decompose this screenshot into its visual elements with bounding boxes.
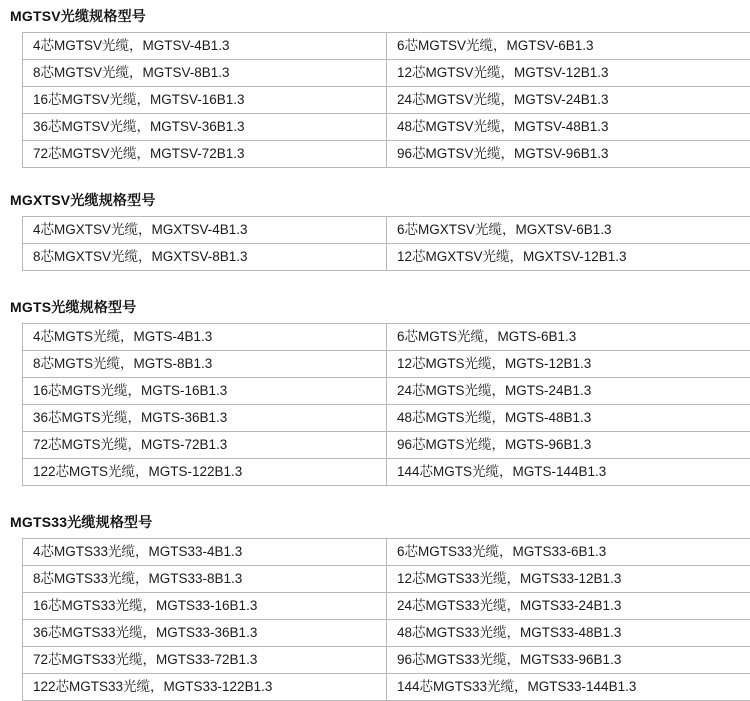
section-title-mgts: MGTS光缆规格型号 [0,297,750,317]
table-cell: 16芯MGTSV光缆，MGTSV-16B1.3 [23,87,387,114]
spec-table-mgtsv [22,32,750,168]
table-row [23,324,750,351]
table-cell: 4芯MGTS光缆，MGTS-4B1.3 [23,324,387,351]
table-cell: 36芯MGTS33光缆，MGTS33-36B1.3 [23,620,387,647]
table-cell: 122芯MGTS光缆，MGTS-122B1.3 [23,459,387,486]
table-cell: 12芯MGTSV光缆，MGTSV-12B1.3 [387,60,750,87]
table-row [23,141,750,168]
section-mgxtsv [0,190,750,271]
spec-table-mgts33 [22,538,750,701]
table-cell: 96芯MGTSV光缆，MGTSV-96B1.3 [387,141,750,168]
table-cell: 48芯MGTSV光缆，MGTSV-48B1.3 [387,114,750,141]
table-row [23,674,750,701]
table-cell: 4芯MGXTSV光缆，MGXTSV-4B1.3 [23,217,387,244]
table-cell: 4芯MGTSV光缆，MGTSV-4B1.3 [23,33,387,60]
section-gap [0,271,750,297]
table-cell: 4芯MGTS33光缆，MGTS33-4B1.3 [23,539,387,566]
table-cell: 16芯MGTS光缆，MGTS-16B1.3 [23,378,387,405]
table-cell: 8芯MGXTSV光缆，MGXTSV-8B1.3 [23,244,387,271]
table-cell: 24芯MGTS光缆，MGTS-24B1.3 [387,378,750,405]
table-cell: 12芯MGTS光缆，MGTS-12B1.3 [387,351,750,378]
table-cell: 8芯MGTSV光缆，MGTSV-8B1.3 [23,60,387,87]
table-cell: 6芯MGTSV光缆，MGTSV-6B1.3 [387,33,750,60]
table-cell: 144芯MGTS33光缆，MGTS33-144B1.3 [387,674,750,701]
table-cell: 12芯MGXTSV光缆，MGXTSV-12B1.3 [387,244,750,271]
table-cell: 72芯MGTS光缆，MGTS-72B1.3 [23,432,387,459]
table-row [23,566,750,593]
table-row [23,378,750,405]
section-gap [0,486,750,512]
table-cell: 96芯MGTS光缆，MGTS-96B1.3 [387,432,750,459]
table-row [23,33,750,60]
section-mgtsv [0,6,750,168]
table-row [23,244,750,271]
table-cell: 24芯MGTSV光缆，MGTSV-24B1.3 [387,87,750,114]
table-cell: 36芯MGTS光缆，MGTS-36B1.3 [23,405,387,432]
section-title-mgxtsv: MGXTSV光缆规格型号 [0,190,750,210]
table-row [23,539,750,566]
section-mgts [0,297,750,486]
table-cell: 6芯MGXTSV光缆，MGXTSV-6B1.3 [387,217,750,244]
table-row [23,405,750,432]
table-row [23,432,750,459]
table-row [23,351,750,378]
table-cell: 8芯MGTS33光缆，MGTS33-8B1.3 [23,566,387,593]
table-row [23,647,750,674]
table-cell: 122芯MGTS33光缆，MGTS33-122B1.3 [23,674,387,701]
table-cell: 36芯MGTSV光缆，MGTSV-36B1.3 [23,114,387,141]
table-cell: 72芯MGTSV光缆，MGTSV-72B1.3 [23,141,387,168]
section-mgts33 [0,512,750,701]
table-row [23,217,750,244]
table-cell: 48芯MGTS光缆，MGTS-48B1.3 [387,405,750,432]
table-cell: 16芯MGTS33光缆，MGTS33-16B1.3 [23,593,387,620]
table-cell: 8芯MGTS光缆，MGTS-8B1.3 [23,351,387,378]
table-cell: 72芯MGTS33光缆，MGTS33-72B1.3 [23,647,387,674]
table-row [23,593,750,620]
spec-table-mgts [22,323,750,486]
table-row [23,87,750,114]
table-cell: 12芯MGTS33光缆，MGTS33-12B1.3 [387,566,750,593]
table-cell: 24芯MGTS33光缆，MGTS33-24B1.3 [387,593,750,620]
table-cell: 96芯MGTS33光缆，MGTS33-96B1.3 [387,647,750,674]
table-row [23,60,750,87]
table-row [23,114,750,141]
table-row [23,620,750,647]
section-gap [0,168,750,190]
table-cell: 6芯MGTS33光缆，MGTS33-6B1.3 [387,539,750,566]
table-cell: 6芯MGTS光缆，MGTS-6B1.3 [387,324,750,351]
table-cell: 48芯MGTS33光缆，MGTS33-48B1.3 [387,620,750,647]
table-row [23,459,750,486]
spec-table-mgxtsv [22,216,750,271]
section-title-mgtsv: MGTSV光缆规格型号 [0,6,750,26]
section-title-mgts33: MGTS33光缆规格型号 [0,512,750,532]
table-cell: 144芯MGTS光缆，MGTS-144B1.3 [387,459,750,486]
